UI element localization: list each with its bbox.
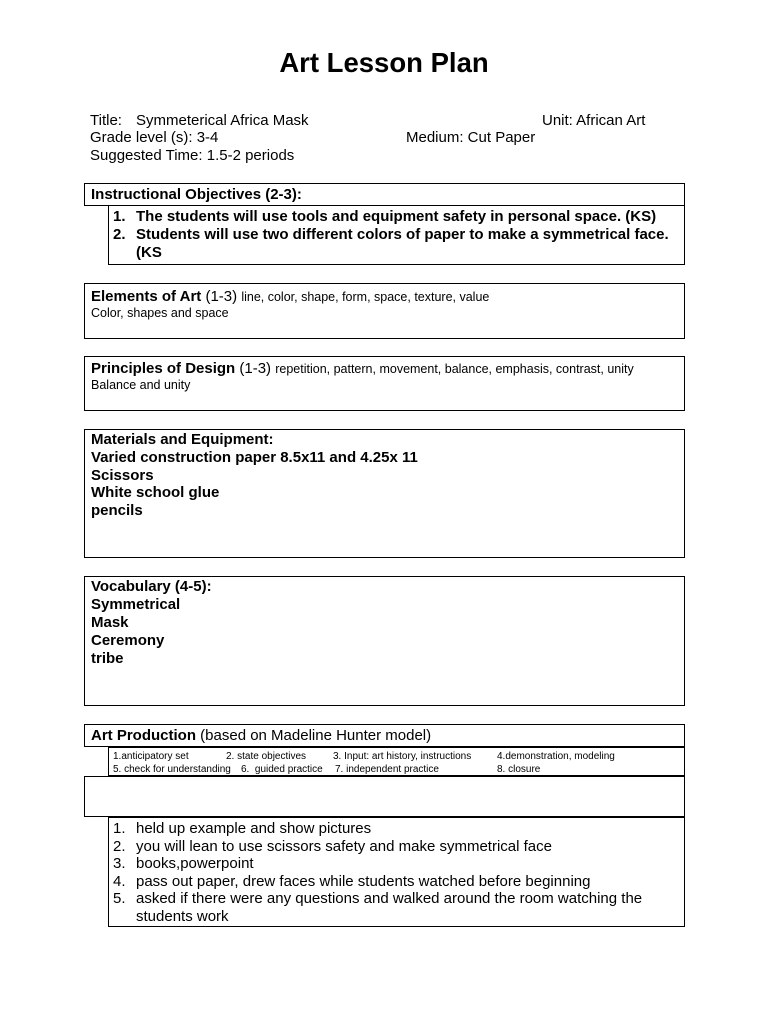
- model-step: 2. state objectives: [226, 750, 307, 762]
- vocabulary-item: tribe: [91, 650, 124, 667]
- model-step: 1.anticipatory set: [113, 750, 189, 762]
- objective-text: The students will use tools and equipment safety in personal space. (KS): [136, 208, 657, 225]
- principles-of-design-range: (1-3): [239, 360, 272, 377]
- procedure-item: [113, 873, 684, 891]
- model-step: 6. guided practice: [241, 763, 323, 775]
- unit-text: Unit: African Art: [542, 112, 646, 129]
- art-production-heading: Art Production: [91, 727, 196, 744]
- principles-of-design-answer: Balance and unity: [91, 378, 191, 392]
- model-step: 8. closure: [497, 763, 541, 775]
- materials-item: Scissors: [91, 466, 154, 484]
- procedure-text: asked if there were any questions and walked around the room watching the students work: [136, 890, 643, 925]
- objective-item: [113, 208, 684, 226]
- principles-of-design-line: [91, 360, 684, 378]
- elements-of-art-heading: Elements of Art: [91, 287, 202, 305]
- objectives-list-box: [108, 205, 685, 265]
- vocabulary-item: Mask: [91, 614, 129, 631]
- materials-item: Varied construction paper 8.5x11 and 4.25x 11: [91, 448, 418, 466]
- elements-of-art-range: (1-3): [205, 287, 238, 305]
- lesson-title-label: Title:: [90, 112, 122, 129]
- procedure-number: 5.: [113, 890, 126, 908]
- suggested-time-text: Suggested Time: 1.5-2 periods: [90, 147, 295, 164]
- materials-box: [84, 429, 685, 558]
- materials-item: pencils: [91, 502, 143, 519]
- materials-item: White school glue: [91, 484, 220, 502]
- materials-heading: Materials and Equipment:: [91, 431, 274, 448]
- procedure-item: [113, 820, 684, 838]
- procedure-text: held up example and show pictures: [136, 820, 372, 837]
- elements-of-art-answer: Color, shapes and space: [91, 305, 229, 320]
- grade-level-text: Grade level (s): 3-4: [90, 129, 219, 146]
- principles-of-design-options: repetition, pattern, movement, balance, emphasis, contrast, unity: [275, 362, 634, 376]
- elements-of-art-options: line, color, shape, form, space, texture, value: [241, 289, 490, 304]
- procedure-item: [113, 855, 684, 873]
- objectives-heading-box: [84, 183, 685, 206]
- model-step: 5. check for understanding: [113, 763, 231, 775]
- vocabulary-box: [84, 576, 685, 706]
- vocabulary-heading: Vocabulary (4-5):: [91, 578, 212, 595]
- vocabulary-item: Ceremony: [91, 632, 165, 649]
- page-title: Art Lesson Plan: [279, 47, 489, 78]
- principles-of-design-box: [84, 356, 685, 411]
- procedure-number: 3.: [113, 855, 126, 873]
- objective-number: 1.: [113, 208, 126, 225]
- art-production-steps-box: [108, 747, 685, 776]
- model-step: 7. independent practice: [335, 763, 439, 775]
- model-step: 4.demonstration, modeling: [497, 750, 615, 762]
- principles-of-design-heading: Principles of Design: [91, 360, 236, 377]
- objective-text: Students will use two different colors of paper to make a symmetrical face. (KS: [136, 226, 669, 261]
- medium-text: Medium: Cut Paper: [406, 129, 536, 146]
- model-step: 3. Input: art history, instructions: [333, 750, 472, 762]
- procedure-text: you will lean to use scissors safety and make symmetrical face: [136, 837, 552, 855]
- procedure-item: [113, 838, 684, 856]
- procedure-list-box: [108, 817, 685, 927]
- empty-box: [84, 776, 685, 817]
- vocabulary-item: Symmetrical: [91, 596, 181, 613]
- art-production-line: [85, 725, 684, 746]
- procedure-number: 4.: [113, 872, 126, 890]
- procedure-number: 2.: [113, 837, 126, 855]
- procedure-item: [113, 890, 684, 925]
- objectives-heading: Instructional Objectives (2-3):: [91, 186, 302, 203]
- objective-number: 2.: [113, 226, 126, 243]
- objective-item: [113, 226, 684, 262]
- art-production-heading-box: [84, 724, 685, 747]
- lesson-title-value: Symmeterical Africa Mask: [136, 112, 309, 129]
- elements-of-art-line: [91, 288, 684, 306]
- elements-of-art-box: [84, 283, 685, 339]
- procedure-text: books,powerpoint: [136, 855, 254, 873]
- procedure-text: pass out paper, drew faces while students watched before beginning: [136, 872, 591, 890]
- art-production-note: (based on Madeline Hunter model): [200, 727, 432, 744]
- procedure-number: 1.: [113, 820, 126, 837]
